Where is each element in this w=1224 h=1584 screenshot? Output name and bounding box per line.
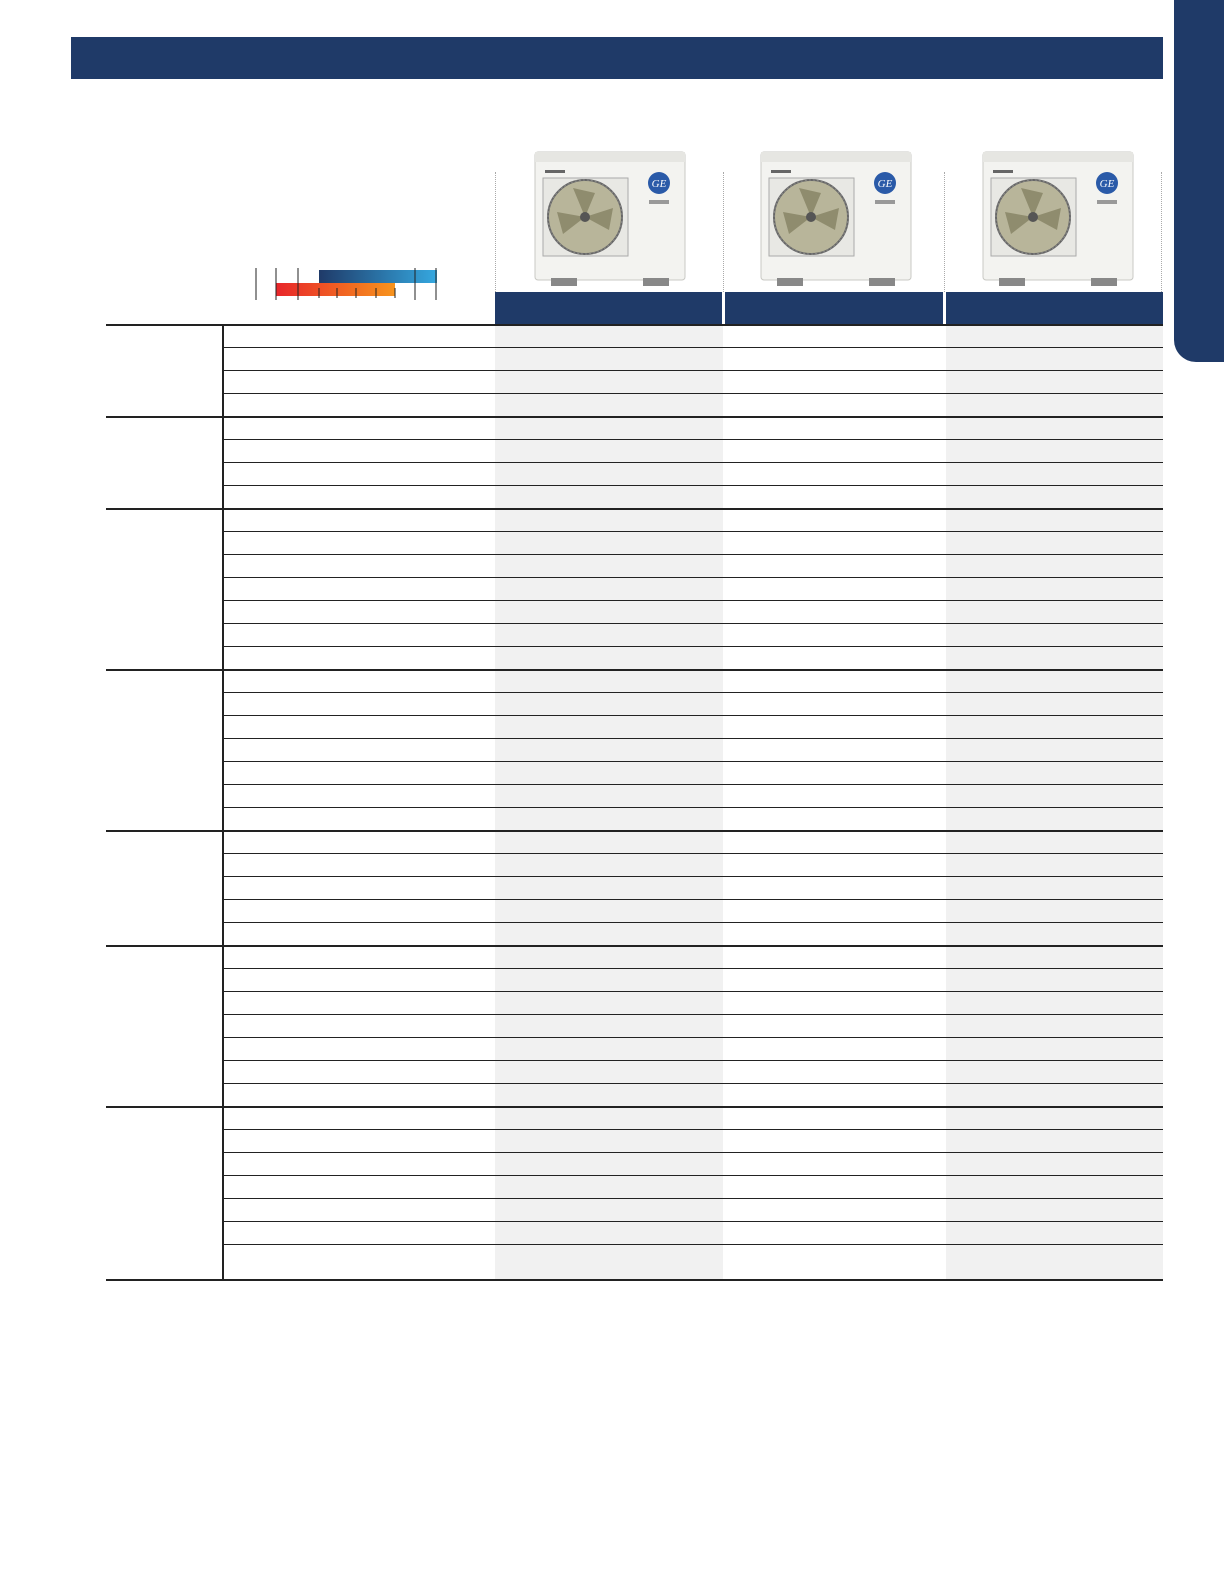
column-divider bbox=[944, 172, 945, 292]
outdoor-unit-image-3 bbox=[981, 148, 1136, 288]
row-rule bbox=[224, 1244, 1163, 1245]
row-rule bbox=[224, 853, 1163, 854]
outdoor-unit-image-1 bbox=[533, 148, 688, 288]
row-rule bbox=[224, 991, 1163, 992]
column-divider bbox=[723, 172, 724, 292]
row-rule bbox=[224, 1152, 1163, 1153]
cooling-range-bar bbox=[319, 270, 437, 283]
row-rule bbox=[224, 761, 1163, 762]
row-rule bbox=[224, 1129, 1163, 1130]
spec-column-1 bbox=[495, 324, 723, 1280]
row-rule bbox=[224, 899, 1163, 900]
row-rule bbox=[224, 1221, 1163, 1222]
row-rule bbox=[224, 554, 1163, 555]
row-rule bbox=[224, 577, 1163, 578]
section-rule bbox=[106, 1106, 1163, 1108]
side-section-tab bbox=[1174, 0, 1224, 362]
row-rule bbox=[224, 1083, 1163, 1084]
model-header-1 bbox=[495, 292, 722, 324]
row-rule bbox=[224, 922, 1163, 923]
table-bottom-rule bbox=[106, 1279, 1163, 1281]
row-rule bbox=[224, 692, 1163, 693]
row-rule bbox=[224, 531, 1163, 532]
section-rule bbox=[106, 508, 1163, 510]
header-banner bbox=[71, 37, 1163, 79]
section-rule bbox=[106, 945, 1163, 947]
section-rule bbox=[106, 830, 1163, 832]
row-rule bbox=[224, 600, 1163, 601]
row-rule bbox=[224, 968, 1163, 969]
row-rule bbox=[224, 370, 1163, 371]
spec-column-3 bbox=[946, 324, 1163, 1280]
row-rule bbox=[224, 393, 1163, 394]
section-rule bbox=[106, 669, 1163, 671]
row-rule bbox=[224, 462, 1163, 463]
temperature-range-scale bbox=[255, 268, 445, 302]
row-rule bbox=[224, 347, 1163, 348]
row-rule bbox=[224, 1198, 1163, 1199]
heating-range-bar bbox=[276, 283, 395, 296]
row-rule bbox=[224, 646, 1163, 647]
row-rule bbox=[224, 1060, 1163, 1061]
section-rule bbox=[106, 416, 1163, 418]
row-rule bbox=[224, 1037, 1163, 1038]
row-rule bbox=[224, 1014, 1163, 1015]
svg-text:GE: GE bbox=[877, 178, 893, 190]
table-vertical-divider bbox=[222, 324, 224, 1280]
model-header-3 bbox=[946, 292, 1163, 324]
row-rule bbox=[224, 485, 1163, 486]
row-rule bbox=[224, 738, 1163, 739]
svg-text:GE: GE bbox=[1099, 178, 1115, 190]
section-rule bbox=[106, 324, 1163, 326]
row-rule bbox=[224, 876, 1163, 877]
column-divider bbox=[1161, 172, 1162, 292]
outdoor-unit-image-2 bbox=[759, 148, 914, 288]
svg-text:GE: GE bbox=[651, 178, 667, 190]
row-rule bbox=[224, 439, 1163, 440]
row-rule bbox=[224, 715, 1163, 716]
row-rule bbox=[224, 784, 1163, 785]
model-header-2 bbox=[725, 292, 943, 324]
row-rule bbox=[224, 623, 1163, 624]
row-rule bbox=[224, 1175, 1163, 1176]
row-rule bbox=[224, 807, 1163, 808]
column-divider bbox=[495, 172, 496, 292]
